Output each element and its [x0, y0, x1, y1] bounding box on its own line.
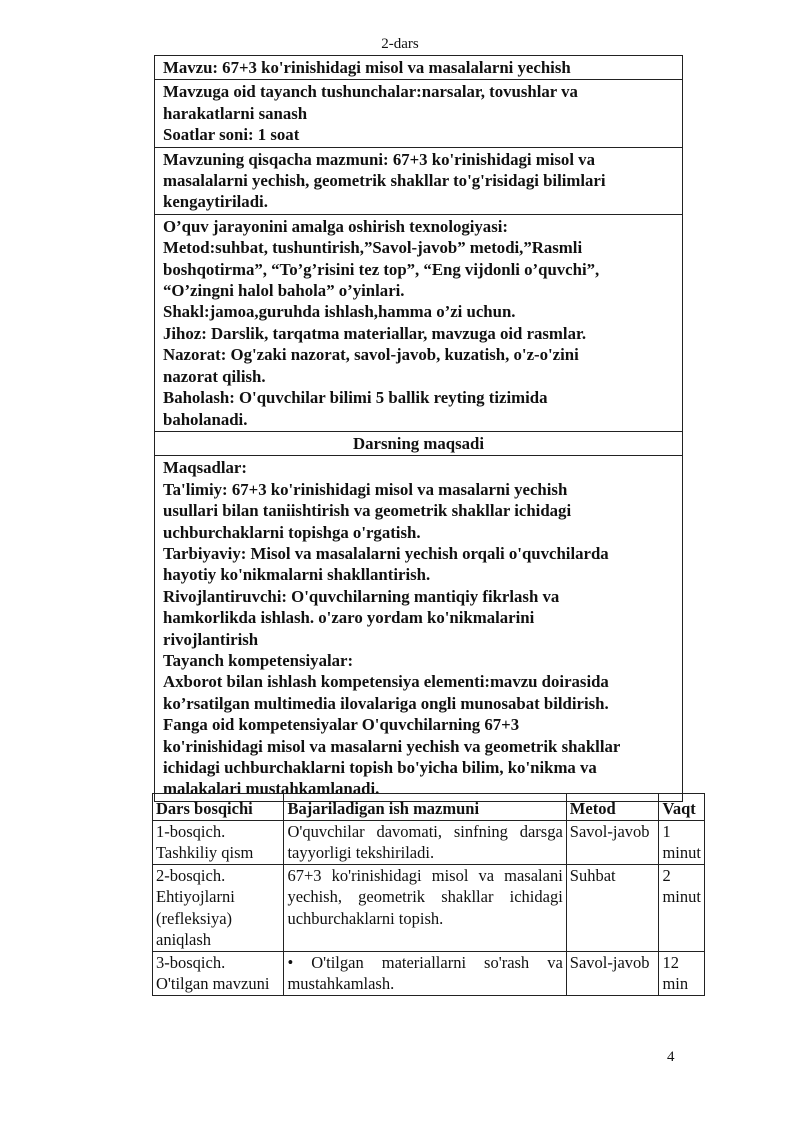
form-line: Shakl:jamoa,guruhda ishlash,hamma o’zi uchun.	[163, 302, 516, 322]
goals-line: Rivojlantiruvchi: O'quvchilarning mantiqiy fikrlash va	[163, 586, 560, 606]
method-cell: Savol-javob	[566, 820, 659, 864]
method-cell: Suhbat	[566, 864, 659, 951]
goals-line: rivojlantirish	[163, 629, 259, 649]
method-cell: Savol-javob	[566, 951, 659, 995]
header-time: Vaqt	[659, 794, 705, 821]
content-cell: O'quvchilar davomati, sinfning darsga tayyorligi tekshiriladi.	[284, 820, 566, 864]
technology-line: O’quv jarayonini amalga oshirish texnologiyasi:	[163, 216, 508, 236]
goals-line: ko'rinishidagi misol va masalarni yechish va geometrik shakllar	[163, 736, 621, 756]
hours-line: Soatlar soni: 1 soat	[163, 125, 300, 145]
method-line: boshqotirma”, “To’g’risini tez top”, “Eng vijdonli o’quvchi”,	[163, 259, 600, 279]
goals-line: ichidagi uchburchaklarni topish bo'yicha bilim, ko'nikma va	[163, 758, 597, 777]
summary-row	[155, 148, 682, 215]
goals-line: Tarbiyaviy: Misol va masalalarni yechish orqali o'quvchilarda	[163, 543, 609, 563]
page-header: 2-dars	[381, 36, 419, 52]
goals-heading-row	[155, 432, 682, 456]
time-cell: 1 minut	[659, 820, 705, 864]
content-cell: • O'tilgan materiallarni so'rash va mustahkamlash.	[284, 951, 566, 995]
time-cell: 2 minut	[659, 864, 705, 951]
table-header-row	[153, 794, 705, 821]
technology-row	[155, 215, 682, 432]
control-line: nazorat qilish.	[163, 366, 266, 386]
time-cell: 12 min	[659, 951, 705, 995]
stage-cell: 1-bosqich. Tashkiliy qism	[153, 820, 284, 864]
goals-line: Fanga oid kompetensiyalar O'quvchilarning 67+3	[163, 715, 520, 735]
goals-line: usullari bilan taniishtirish va geometrik shakllar ichidagi	[163, 501, 572, 521]
stage-cell: 3-bosqich. O'tilgan mavzuni	[153, 951, 284, 995]
goals-line: hamkorlikda ishlash. o'zaro yordam ko'nikmalarini	[163, 608, 535, 628]
table-row	[153, 864, 705, 951]
concepts-row	[155, 80, 682, 147]
topic-text: Mavzu: 67+3 ko'rinishidagi misol va masalalarni yechish	[163, 58, 571, 77]
lesson-plan-box	[154, 55, 683, 802]
concepts-line: Mavzuga oid tayanch tushunchalar:narsalar, tovushlar va	[163, 82, 578, 102]
method-line: Metod:suhbat, tushuntirish,”Savol-javob” metodi,”Rasmli	[163, 238, 583, 258]
stage-cell: 2-bosqich. Ehtiyojlarni (refleksiya) aniqlash	[153, 864, 284, 951]
lesson-steps-table	[152, 793, 705, 996]
goals-line: Maqsadlar:	[163, 458, 247, 478]
content-cell: 67+3 ko'rinishidagi misol va masalani yechish, geometrik shakllar ichidagi uchburchaklarni topish.	[284, 864, 566, 951]
goals-line: ko’rsatilgan multimedia ilovalariga ongli munosabat bildirish.	[163, 693, 609, 713]
header-content: Bajariladigan ish mazmuni	[284, 794, 566, 821]
goals-line: Ta'limiy: 67+3 ko'rinishidagi misol va masalarni yechish	[163, 479, 568, 499]
page-number: 4	[667, 1049, 675, 1065]
goals-line: Tayanch kompetensiyalar:	[163, 650, 354, 670]
goals-line: uchburchaklarni topishga o'rgatish.	[163, 522, 421, 542]
method-line: “O’zingni halol bahola” o’yinlari.	[163, 281, 405, 301]
goals-line: hayotiy ko'nikmalarni shakllantirish.	[163, 565, 431, 585]
equipment-line: Jihoz: Darslik, tarqatma materiallar, mavzuga oid rasmlar.	[163, 323, 587, 343]
summary-line: kengaytiriladi.	[163, 192, 268, 212]
table-row	[153, 951, 705, 995]
concepts-line: harakatlarni sanash	[163, 103, 308, 123]
assessment-line: baholanadi.	[163, 409, 248, 429]
assessment-line: Baholash: O'quvchilar bilimi 5 ballik reyting tizimida	[163, 388, 548, 408]
topic-row	[155, 56, 682, 80]
control-line: Nazorat: Og'zaki nazorat, savol-javob, kuzatish, o'z-o'zini	[163, 345, 579, 365]
header-stage: Dars bosqichi	[153, 794, 284, 821]
header-method: Metod	[566, 794, 659, 821]
goals-line: Axborot bilan ishlash kompetensiya elementi:mavzu doirasida	[163, 672, 609, 692]
goals-row	[155, 456, 682, 801]
summary-line: Mavzuning qisqacha mazmuni: 67+3 ko'rinishidagi misol va	[163, 149, 595, 169]
goals-line: malakalari mustahkamlanadi.	[163, 779, 380, 799]
goals-heading: Darsning maqsadi	[352, 433, 485, 453]
summary-line: masalalarni yechish, geometrik shakllar to'g'risidagi bilimlari	[163, 171, 606, 191]
table-row	[153, 820, 705, 864]
